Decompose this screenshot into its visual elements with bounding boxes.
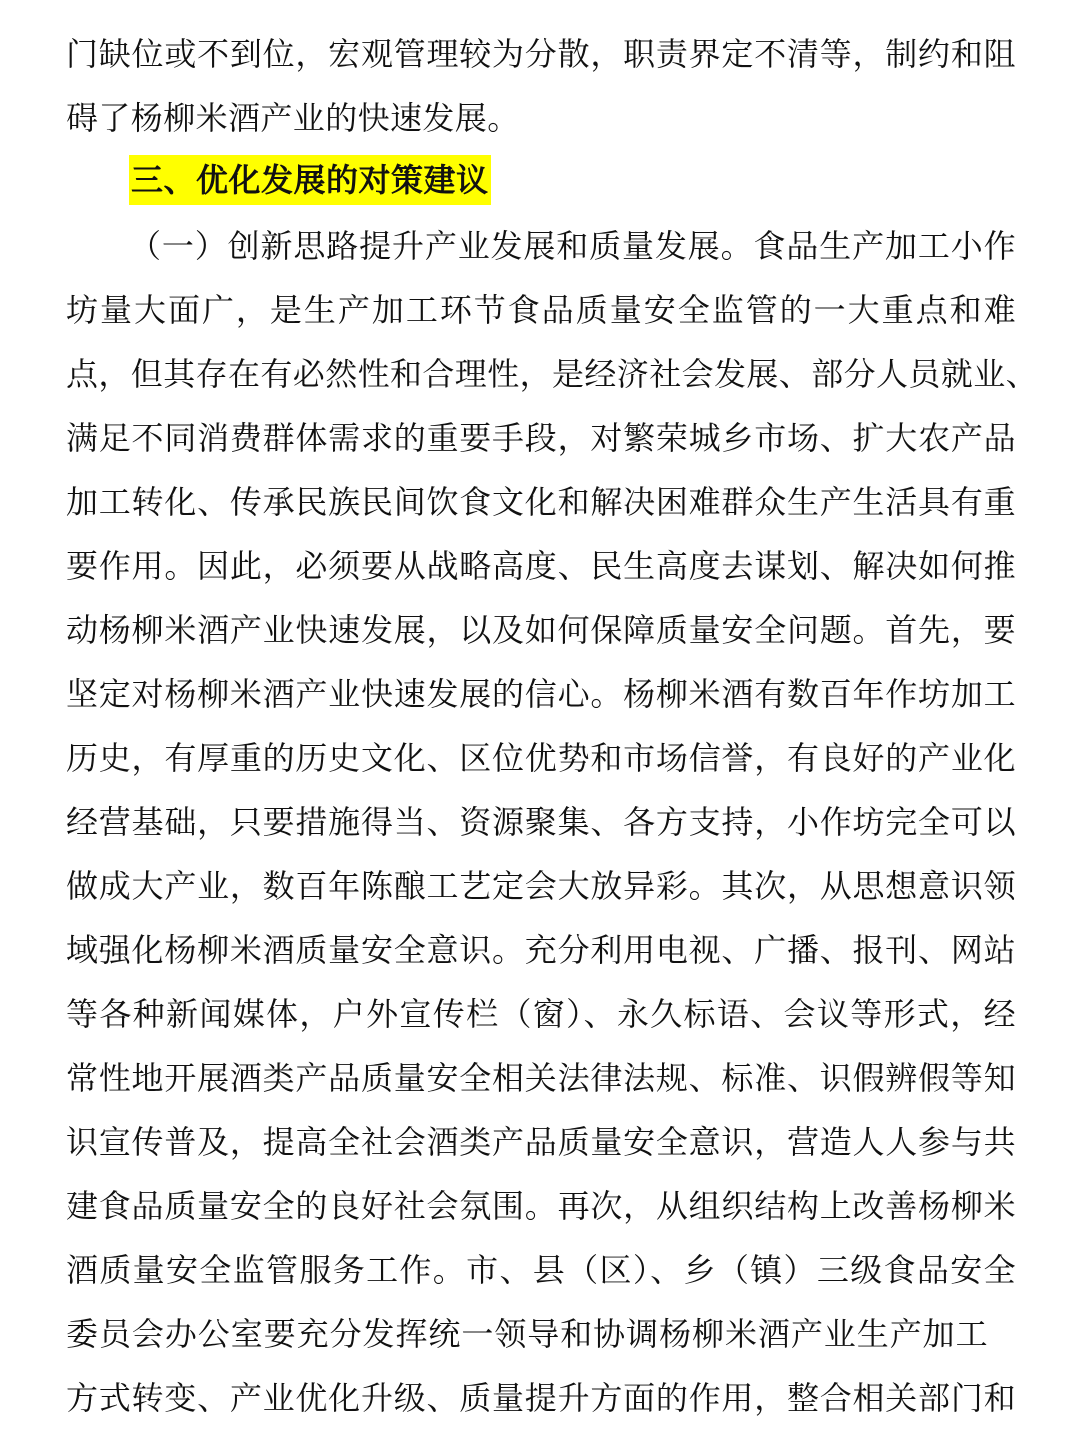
paragraph-line: 加工转化、传承民族民间饮食文化和解决困难群众生产生活具有重 (66, 483, 1016, 521)
paragraph-line: 方式转变、产业优化升级、质量提升方面的作用，整合相关部门和 (66, 1379, 1016, 1417)
paragraph-line: 坊量大面广，是生产加工环节食品质量安全监管的一大重点和难 (66, 291, 1016, 329)
section-heading: 三、优化发展的对策建议 (129, 155, 491, 205)
paragraph-line: 等各种新闻媒体，户外宣传栏（窗）、永久标语、会议等形式，经 (66, 995, 1016, 1033)
paragraph-line: 酒质量安全监管服务工作。市、县（区）、乡（镇）三级食品安全 (66, 1251, 1016, 1289)
paragraph-line: 坚定对杨柳米酒产业快速发展的信心。杨柳米酒有数百年作坊加工 (66, 675, 1016, 713)
paragraph-line: 动杨柳米酒产业快速发展，以及如何保障质量安全问题。首先，要 (66, 611, 1016, 649)
paragraph-line: 要作用。因此，必须要从战略高度、民生高度去谋划、解决如何推 (66, 547, 1016, 585)
paragraph-line: 委员会办公室要充分发挥统一领导和协调杨柳米酒产业生产加工 (66, 1315, 988, 1353)
paragraph-line: 碍了杨柳米酒产业的快速发展。 (66, 99, 520, 137)
paragraph-line: 常性地开展酒类产品质量安全相关法律法规、标准、识假辨假等知 (66, 1059, 1016, 1097)
paragraph-line: 满足不同消费群体需求的重要手段，对繁荣城乡市场、扩大农产品 (66, 419, 1016, 457)
paragraph-line: 历史，有厚重的历史文化、区位优势和市场信誉，有良好的产业化 (66, 739, 1016, 777)
section-heading-container (129, 155, 491, 205)
paragraph-line: 识宣传普及，提高全社会酒类产品质量安全意识，营造人人参与共 (66, 1123, 1016, 1161)
paragraph-line: 点，但其存在有必然性和合理性，是经济社会发展、部分人员就业、 (66, 355, 1039, 393)
paragraph-line: 做成大产业，数百年陈酿工艺定会大放异彩。其次，从思想意识领 (66, 867, 1016, 905)
paragraph-line: （一）创新思路提升产业发展和质量发展。食品生产加工小作 (129, 227, 1016, 265)
paragraph-line: 域强化杨柳米酒质量安全意识。充分利用电视、广播、报刊、网站 (66, 931, 1016, 969)
paragraph-line: 建食品质量安全的良好社会氛围。再次，从组织结构上改善杨柳米 (66, 1187, 1016, 1225)
paragraph-line: 经营基础，只要措施得当、资源聚集、各方支持，小作坊完全可以 (66, 803, 1016, 841)
paragraph-line: 门缺位或不到位，宏观管理较为分散，职责界定不清等，制约和阻 (66, 35, 1016, 73)
